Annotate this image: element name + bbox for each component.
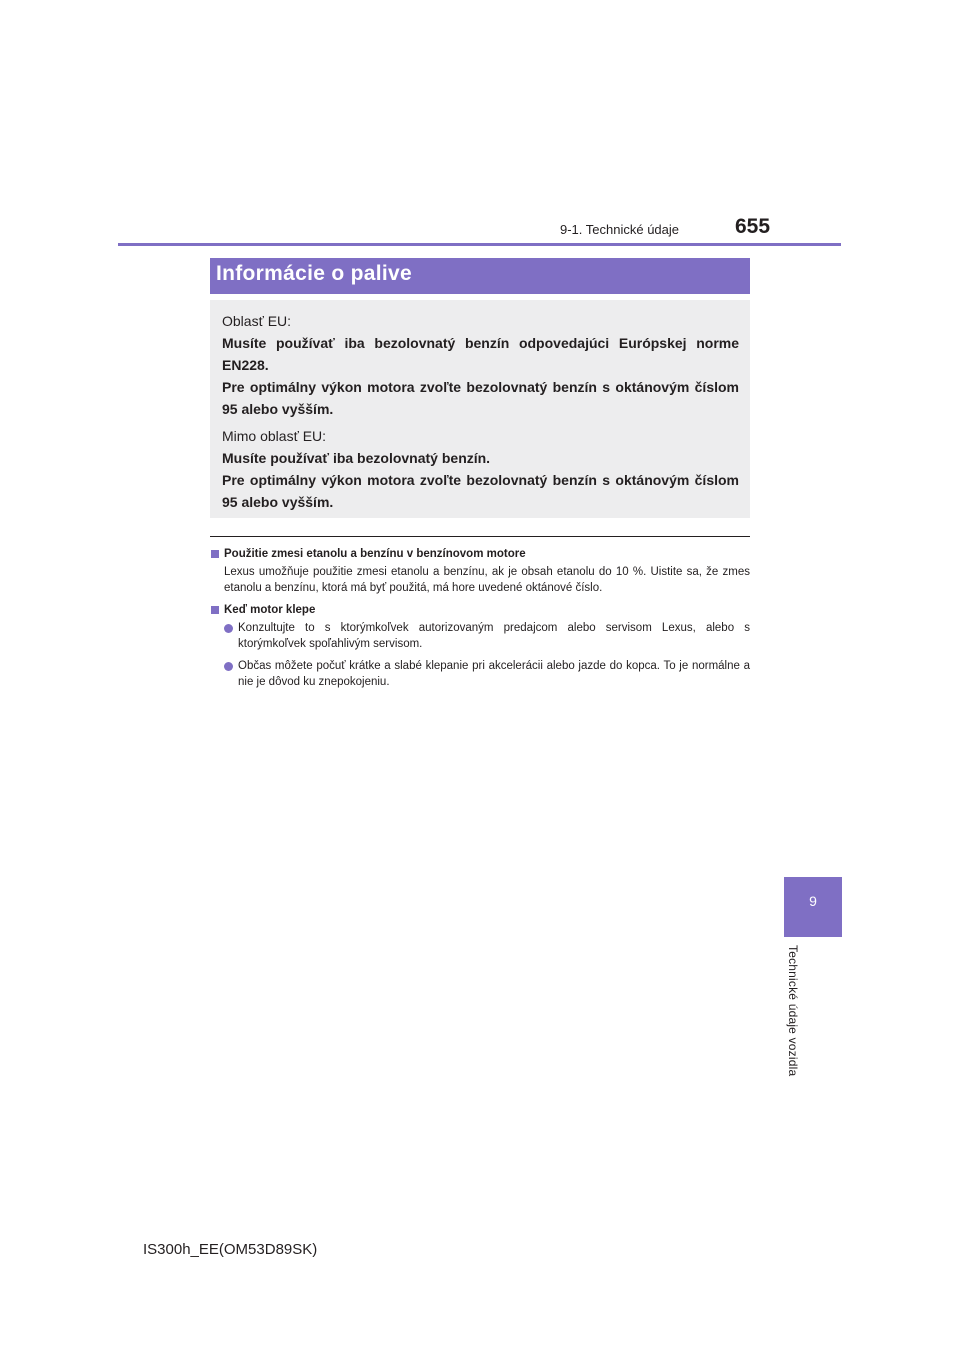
footer-document-code: IS300h_EE(OM53D89SK) [143, 1241, 318, 1258]
notes-section [210, 546, 750, 696]
non-eu-heading: Mimo oblasť EU: [222, 428, 327, 444]
note-heading-text: Použitie zmesi etanolu a benzínu v benzínovom motore [224, 548, 526, 560]
note-heading-ethanol [210, 546, 750, 562]
square-bullet-icon [211, 550, 219, 558]
header-title: 9-1. Technické údaje [560, 222, 680, 237]
circle-bullet-icon [224, 662, 233, 671]
list-item-text: Občas môžete počuť krátke a slabé klepanie pri akcelerácii alebo jazde do kopca. To je normálne a nie je dôvod ku znepokojeniu. [238, 660, 750, 688]
note-heading-knocking [210, 602, 750, 618]
list-item-text: Konzultujte to s ktorýmkoľvek autorizovaným predajcom alebo servisom Lexus, alebo s ktorýmkoľvek spoľahlivým servisom. [238, 622, 750, 650]
eu-octane-recommendation: Pre optimálny výkon motora zvoľte bezolovnatý benzín s oktánovým číslom 95 alebo vyšším. [222, 379, 739, 417]
header-divider [118, 243, 841, 246]
section-title-band [210, 258, 750, 294]
chapter-label: Technické údaje vozidla [786, 945, 800, 1077]
note-heading-text: Keď motor klepe [224, 604, 316, 616]
chapter-number: 9 [809, 893, 817, 909]
circle-bullet-icon [224, 624, 233, 633]
list-item [210, 658, 750, 690]
page-number: 655 [735, 215, 771, 238]
square-bullet-icon [211, 606, 219, 614]
chapter-tab [784, 877, 842, 937]
fuel-info-box [210, 300, 750, 518]
section-title: Informácie o palive [216, 262, 412, 285]
note-body-ethanol: Lexus umožňuje použitie zmesi etanolu a benzínu, ak je obsah etanolu do 10 %. Uistite sa, že zmes etanolu a benzínu, ktorá má byť použitá, má hore uvedené oktánové číslo. [224, 566, 750, 594]
non-eu-requirement: Musíte používať iba bezolovnatý benzín. [222, 450, 491, 466]
list-item [210, 620, 750, 652]
content-divider [210, 536, 750, 537]
eu-heading: Oblasť EU: [222, 313, 292, 329]
eu-requirement: Musíte používať iba bezolovnatý benzín odpovedajúci Európskej norme EN228. [222, 335, 739, 373]
non-eu-octane-recommendation: Pre optimálny výkon motora zvoľte bezolovnatý benzín s oktánovým číslom 95 alebo vyšším. [222, 472, 739, 510]
